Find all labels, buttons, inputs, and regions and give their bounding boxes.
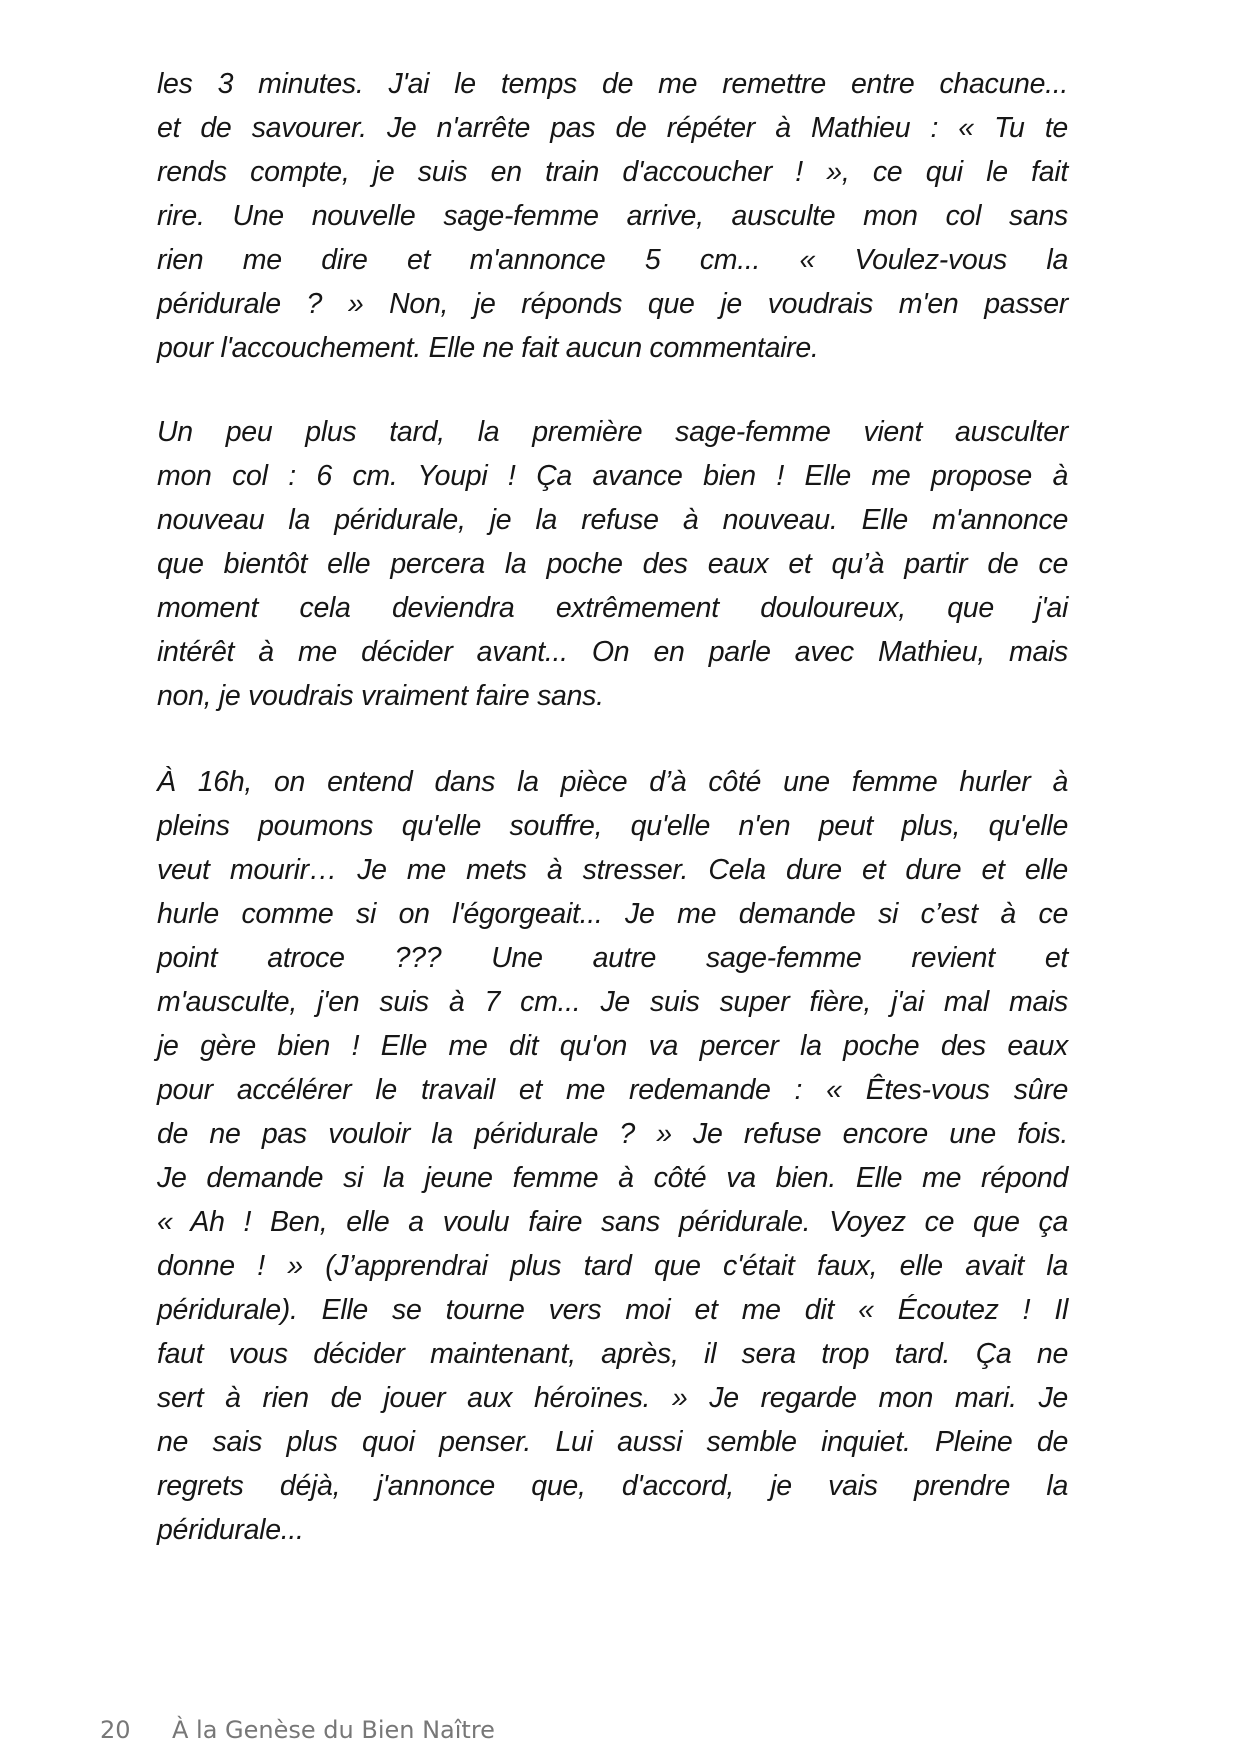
text-line: veut mourir… Je me mets à stresser. Cela dure et dure et elle <box>157 854 1068 886</box>
text-line: m'ausculte, j'en suis à 7 cm... Je suis super fière, j'ai mal mais <box>157 986 1068 1018</box>
text-line: que bientôt elle percera la poche des eaux et qu’à partir de ce <box>157 548 1068 580</box>
text-line: « Ah ! Ben, elle a voulu faire sans péridurale. Voyez ce que ça <box>157 1206 1068 1238</box>
text-line: intérêt à me décider avant... On en parle avec Mathieu, mais <box>157 636 1068 668</box>
text-line: regrets déjà, j'annonce que, d'accord, je vais prendre la <box>157 1470 1068 1502</box>
text-line: péridurale... <box>157 1514 304 1546</box>
text-line: rire. Une nouvelle sage-femme arrive, ausculte mon col sans <box>157 200 1068 232</box>
text-line: ne sais plus quoi penser. Lui aussi semble inquiet. Pleine de <box>157 1426 1068 1458</box>
text-line: À 16h, on entend dans la pièce d’à côté une femme hurler à <box>157 766 1068 798</box>
paragraph <box>157 760 1068 1552</box>
text-line: mon col : 6 cm. Youpi ! Ça avance bien ! Elle me propose à <box>157 460 1068 492</box>
paragraph <box>157 410 1068 718</box>
text-line: pleins poumons qu'elle souffre, qu'elle n'en peut plus, qu'elle <box>157 810 1068 842</box>
text-line: pour l'accouchement. Elle ne fait aucun commentaire. <box>157 332 819 364</box>
text-line: moment cela deviendra extrêmement douloureux, que j'ai <box>157 592 1068 624</box>
text-line: point atroce ??? Une autre sage-femme revient et <box>157 942 1068 974</box>
text-line: Un peu plus tard, la première sage-femme vient ausculter <box>157 416 1068 448</box>
text-line: pour accélérer le travail et me redemande : « Êtes-vous sûre <box>157 1074 1068 1106</box>
text-line: péridurale). Elle se tourne vers moi et me dit « Écoutez ! Il <box>157 1294 1068 1326</box>
book-title: À la Genèse du Bien Naître <box>172 1716 495 1744</box>
text-line: rien me dire et m'annonce 5 cm... « Voulez-vous la <box>157 244 1068 276</box>
text-line: rends compte, je suis en train d'accoucher ! », ce qui le fait <box>157 156 1068 188</box>
page-number: 20 <box>100 1716 131 1744</box>
text-line: nouveau la péridurale, je la refuse à nouveau. Elle m'annonce <box>157 504 1068 536</box>
text-line: faut vous décider maintenant, après, il sera trop tard. Ça ne <box>157 1338 1068 1370</box>
text-line: non, je voudrais vraiment faire sans. <box>157 680 604 712</box>
text-line: péridurale ? » Non, je réponds que je voudrais m'en passer <box>157 288 1068 320</box>
text-line: de ne pas vouloir la péridurale ? » Je refuse encore une fois. <box>157 1118 1068 1150</box>
page-footer <box>100 1716 495 1744</box>
paragraph <box>157 62 1068 370</box>
text-line: sert à rien de jouer aux héroïnes. » Je regarde mon mari. Je <box>157 1382 1068 1414</box>
text-line: Je demande si la jeune femme à côté va bien. Elle me répond <box>157 1162 1068 1194</box>
text-line: et de savourer. Je n'arrête pas de répéter à Mathieu : « Tu te <box>157 112 1068 144</box>
text-line: hurle comme si on l'égorgeait... Je me demande si c’est à ce <box>157 898 1068 930</box>
text-line: les 3 minutes. J'ai le temps de me remettre entre chacune... <box>157 68 1068 100</box>
text-line: donne ! » (J’apprendrai plus tard que c'était faux, elle avait la <box>157 1250 1068 1282</box>
text-line: je gère bien ! Elle me dit qu'on va percer la poche des eaux <box>157 1030 1068 1062</box>
